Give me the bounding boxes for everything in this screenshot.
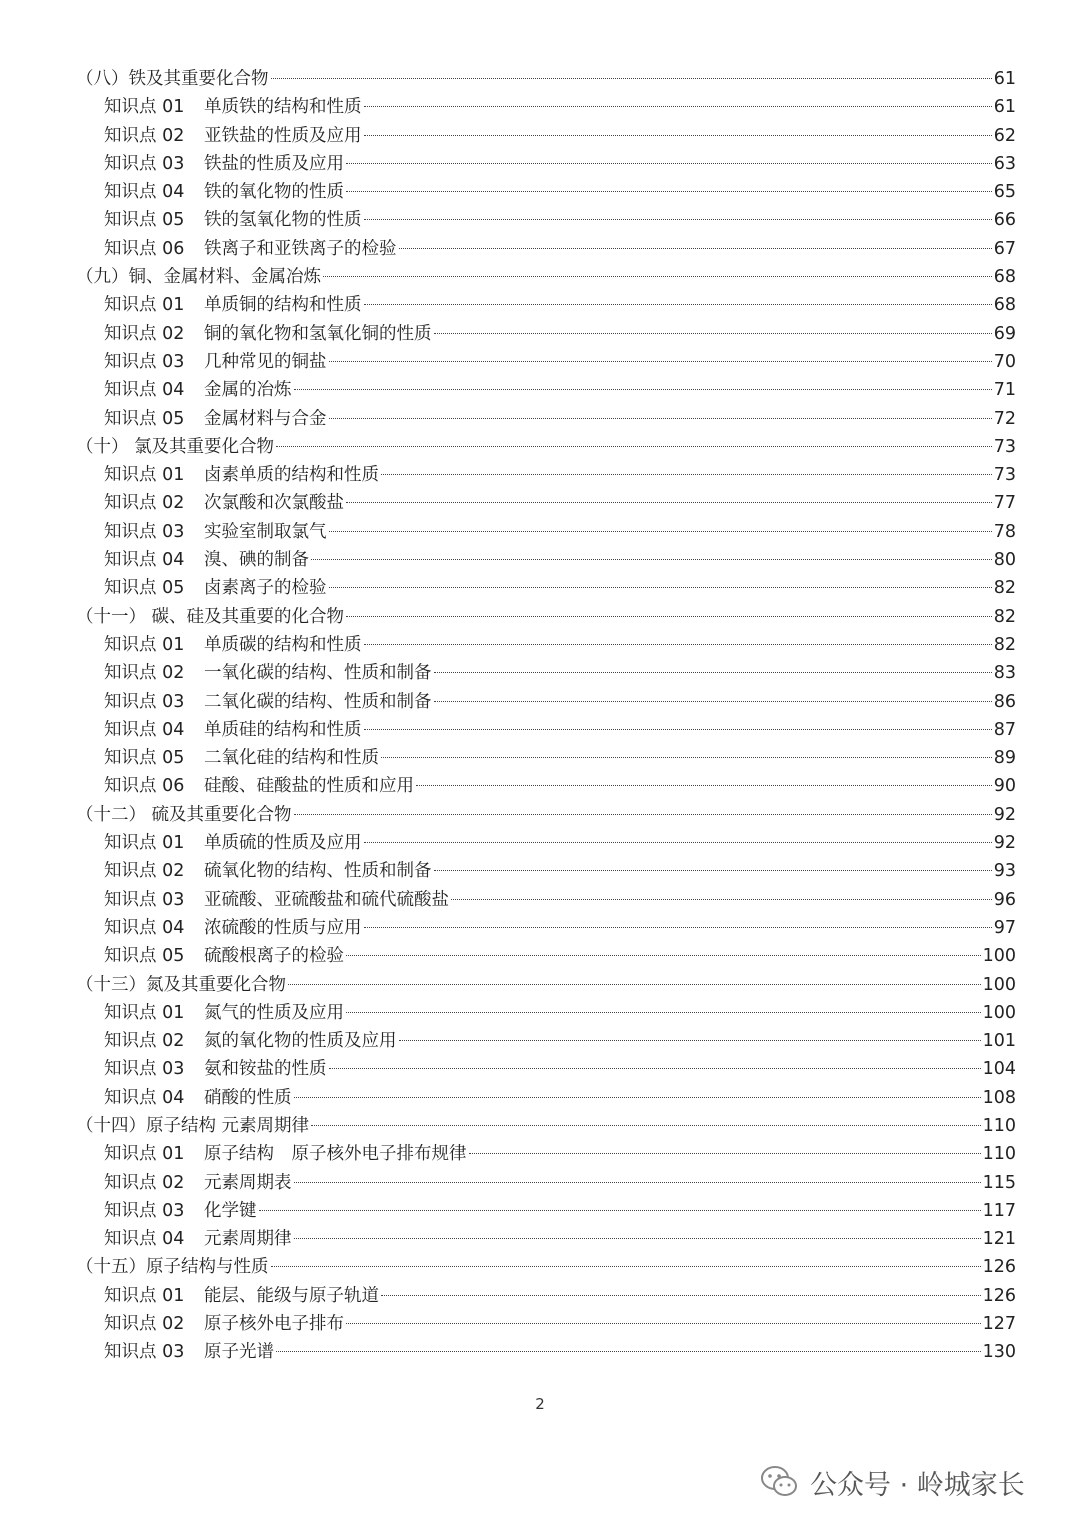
toc-item-label: 知识点 04 (104, 1087, 185, 1108)
toc-item-label: 知识点 05 (104, 408, 185, 429)
dot-leader (364, 842, 992, 843)
dot-leader (329, 1068, 981, 1069)
toc-page-number: 104 (982, 1059, 1016, 1080)
dot-leader (276, 446, 992, 447)
toc-item-title: 能层、能级与原子轨道 (204, 1285, 379, 1306)
toc-page-number: 89 (993, 748, 1016, 769)
dot-leader (364, 927, 992, 928)
toc-item-title: 溴、碘的制备 (204, 550, 309, 571)
dot-leader (364, 135, 992, 136)
toc-item-label: 知识点 05 (104, 210, 185, 231)
dot-leader (381, 474, 992, 475)
toc-item-title: 铁的氢氧化物的性质 (204, 210, 362, 231)
dot-leader (381, 1295, 981, 1296)
toc-item-label: 知识点 02 (104, 1031, 185, 1052)
toc-item-row (76, 1310, 1016, 1338)
toc-chapter-row (76, 603, 1016, 631)
dot-leader (364, 219, 992, 220)
toc-item-label: 知识点 04 (104, 1229, 185, 1250)
toc-page-number: 126 (982, 1257, 1016, 1278)
toc-item-label: 知识点 04 (104, 917, 185, 938)
dot-leader (469, 1153, 981, 1154)
toc-page-number: 65 (993, 182, 1016, 203)
toc-page-number: 82 (993, 606, 1016, 627)
toc-item-label: 知识点 03 (104, 889, 185, 910)
toc-page-number: 100 (982, 1002, 1016, 1023)
toc-item-label: 知识点 03 (104, 1342, 185, 1363)
toc-item-title: 硫酸根离子的检验 (204, 946, 344, 967)
toc-item-row (76, 688, 1016, 716)
dot-leader (311, 1125, 981, 1126)
toc-item-label: 知识点 03 (104, 1059, 185, 1080)
toc-item-row (76, 659, 1016, 687)
toc-page-number: 68 (993, 267, 1016, 288)
dot-leader (346, 1012, 981, 1013)
dot-leader (271, 1266, 981, 1267)
toc-chapter-title: （十） 氯及其重要化合物 (76, 436, 275, 457)
toc-item-title: 亚铁盐的性质及应用 (204, 125, 362, 146)
toc-item-title: 原子核外电子排布 (204, 1314, 344, 1335)
toc-item-label: 知识点 05 (104, 946, 185, 967)
toc-page-number: 61 (993, 69, 1016, 89)
toc-item-row (76, 518, 1016, 546)
toc-page-number: 83 (993, 663, 1016, 684)
table-of-contents (76, 65, 1016, 1367)
toc-item-label: 知识点 04 (104, 719, 185, 740)
wechat-icon (760, 1465, 798, 1499)
toc-item-label: 知识点 03 (104, 153, 185, 174)
toc-item-row (76, 235, 1016, 263)
toc-chapter-row (76, 1253, 1016, 1281)
toc-item-row (76, 1282, 1016, 1310)
toc-item-title: 次氯酸和次氯酸盐 (204, 493, 344, 514)
toc-item-title: 氮的氧化物的性质及应用 (204, 1031, 397, 1052)
dot-leader (434, 333, 992, 334)
toc-item-title: 几种常见的铜盐 (204, 351, 327, 372)
toc-item-label: 知识点 05 (104, 578, 185, 599)
toc-item-row (76, 942, 1016, 970)
toc-page-number: 93 (993, 861, 1016, 882)
toc-page-number: 110 (982, 1115, 1016, 1136)
page-number: 2 (535, 1395, 545, 1413)
toc-item-label: 知识点 04 (104, 380, 185, 401)
toc-chapter-title: （九）铜、金属材料、金属冶炼 (76, 267, 321, 288)
toc-chapter-title: （十一） 碳、硅及其重要的化合物 (76, 606, 345, 627)
toc-item-label: 知识点 03 (104, 691, 185, 712)
toc-item-row (76, 348, 1016, 376)
toc-item-row (76, 320, 1016, 348)
toc-item-label: 知识点 03 (104, 521, 185, 542)
dot-leader (259, 1210, 981, 1211)
toc-item-row (76, 546, 1016, 574)
toc-item-row (76, 1338, 1016, 1366)
toc-item-label: 知识点 02 (104, 1314, 185, 1335)
toc-item-label: 知识点 01 (104, 295, 185, 316)
footer-text: 公众号 · 岭城家长 (810, 1469, 1025, 1501)
toc-item-title: 元素周期表 (204, 1172, 292, 1193)
toc-item-title: 氨和铵盐的性质 (204, 1059, 327, 1080)
toc-item-label: 知识点 03 (104, 1200, 185, 1221)
toc-page-number: 69 (993, 323, 1016, 344)
toc-page-number: 62 (993, 125, 1016, 146)
toc-chapter-title: （十五）原子结构与性质 (76, 1257, 269, 1278)
toc-item-label: 知识点 02 (104, 663, 185, 684)
dot-leader (346, 502, 992, 503)
toc-item-row (76, 1225, 1016, 1253)
toc-item-label: 知识点 06 (104, 238, 185, 259)
toc-item-row (76, 857, 1016, 885)
toc-item-row (76, 1169, 1016, 1197)
dot-leader (294, 1238, 981, 1239)
toc-page-number: 96 (993, 889, 1016, 910)
toc-item-title: 实验室制取氯气 (204, 521, 327, 542)
toc-item-row (76, 1084, 1016, 1112)
toc-page-number: 86 (993, 691, 1016, 712)
toc-item-title: 硝酸的性质 (204, 1087, 292, 1108)
toc-chapter-row (76, 433, 1016, 461)
toc-page-number: 100 (982, 974, 1016, 995)
toc-item-row (76, 461, 1016, 489)
toc-item-row (76, 772, 1016, 800)
toc-item-title: 二氧化碳的结构、性质和制备 (204, 691, 432, 712)
toc-item-row (76, 914, 1016, 942)
toc-item-label: 知识点 01 (104, 1285, 185, 1306)
toc-item-label: 知识点 04 (104, 550, 185, 571)
toc-item-row (76, 93, 1016, 121)
toc-item-label: 知识点 01 (104, 833, 185, 854)
toc-item-title: 金属的冶炼 (204, 380, 292, 401)
toc-page-number: 70 (993, 351, 1016, 372)
dot-leader (294, 814, 992, 815)
toc-page-number: 78 (993, 521, 1016, 542)
toc-item-row (76, 376, 1016, 404)
toc-item-row (76, 1055, 1016, 1083)
dot-leader (329, 587, 992, 588)
toc-item-title: 化学键 (204, 1200, 257, 1221)
toc-item-title: 原子结构 原子核外电子排布规律 (204, 1144, 467, 1165)
dot-leader (434, 672, 992, 673)
toc-page-number: 92 (993, 833, 1016, 854)
toc-page-number: 108 (982, 1087, 1016, 1108)
dot-leader (434, 870, 992, 871)
toc-page-number: 100 (982, 946, 1016, 967)
toc-page-number: 82 (993, 578, 1016, 599)
dot-leader (271, 78, 992, 79)
toc-item-row (76, 1140, 1016, 1168)
toc-item-title: 单质碳的结构和性质 (204, 634, 362, 655)
toc-page-number: 115 (982, 1172, 1016, 1193)
toc-item-label: 知识点 01 (104, 1002, 185, 1023)
toc-item-row (76, 1027, 1016, 1055)
toc-item-label: 知识点 03 (104, 351, 185, 372)
toc-page-number: 77 (993, 493, 1016, 514)
toc-item-row (76, 489, 1016, 517)
dot-leader (451, 899, 992, 900)
toc-item-title: 单质硅的结构和性质 (204, 719, 362, 740)
dot-leader (416, 785, 992, 786)
toc-item-title: 元素周期律 (204, 1229, 292, 1250)
dot-leader (346, 191, 992, 192)
toc-item-title: 亚硫酸、亚硫酸盐和硫代硫酸盐 (204, 889, 449, 910)
toc-item-title: 硫氧化物的结构、性质和制备 (204, 861, 432, 882)
toc-item-label: 知识点 01 (104, 634, 185, 655)
toc-item-label: 知识点 02 (104, 125, 185, 146)
toc-page-number: 127 (982, 1314, 1016, 1335)
toc-item-label: 知识点 02 (104, 493, 185, 514)
toc-page-number: 92 (993, 804, 1016, 825)
dot-leader (294, 1182, 981, 1183)
toc-chapter-title: （十三）氮及其重要化合物 (76, 974, 286, 995)
dot-leader (364, 304, 992, 305)
toc-page-number: 90 (993, 776, 1016, 797)
dot-leader (329, 418, 992, 419)
toc-item-title: 原子光谱 (204, 1342, 274, 1363)
toc-item-title: 氮气的性质及应用 (204, 1002, 344, 1023)
toc-item-label: 知识点 02 (104, 323, 185, 344)
toc-item-title: 卤素单质的结构和性质 (204, 465, 379, 486)
toc-page-number: 72 (993, 408, 1016, 429)
toc-page-number: 73 (993, 465, 1016, 486)
dot-leader (346, 1323, 981, 1324)
toc-item-row (76, 206, 1016, 234)
toc-item-row (76, 178, 1016, 206)
dot-leader (329, 361, 992, 362)
dot-leader (288, 984, 981, 985)
toc-page-number: 80 (993, 550, 1016, 571)
toc-page-number: 67 (993, 238, 1016, 259)
toc-item-title: 铁的氧化物的性质 (204, 182, 344, 203)
toc-page-number: 68 (993, 295, 1016, 316)
toc-item-title: 二氧化硅的结构和性质 (204, 748, 379, 769)
dot-leader (346, 955, 981, 956)
toc-item-row (76, 291, 1016, 319)
watermark-footer (760, 1462, 1025, 1502)
toc-chapter-row (76, 263, 1016, 291)
toc-page-number: 82 (993, 634, 1016, 655)
toc-item-title: 卤素离子的检验 (204, 578, 327, 599)
toc-chapter-row (76, 801, 1016, 829)
toc-page-number: 130 (982, 1342, 1016, 1363)
toc-item-label: 知识点 01 (104, 97, 185, 118)
toc-page-number: 101 (982, 1031, 1016, 1052)
toc-item-row (76, 1197, 1016, 1225)
toc-page-number: 71 (993, 380, 1016, 401)
toc-page-number: 61 (993, 97, 1016, 118)
toc-item-label: 知识点 01 (104, 1144, 185, 1165)
dot-leader (364, 644, 992, 645)
dot-leader (399, 248, 992, 249)
toc-item-label: 知识点 04 (104, 182, 185, 203)
dot-leader (294, 389, 992, 390)
toc-item-row (76, 574, 1016, 602)
toc-item-row (76, 405, 1016, 433)
toc-item-title: 单质铜的结构和性质 (204, 295, 362, 316)
toc-item-row (76, 122, 1016, 150)
dot-leader (276, 1351, 981, 1352)
dot-leader (381, 757, 992, 758)
toc-item-row (76, 716, 1016, 744)
toc-page-number: 117 (982, 1200, 1016, 1221)
toc-item-label: 知识点 02 (104, 861, 185, 882)
toc-page-number: 73 (993, 436, 1016, 457)
dot-leader (364, 106, 992, 107)
toc-item-title: 硅酸、硅酸盐的性质和应用 (204, 776, 414, 797)
toc-item-row (76, 829, 1016, 857)
toc-page-number: 97 (993, 917, 1016, 938)
toc-page-number: 66 (993, 210, 1016, 231)
toc-item-title: 单质铁的结构和性质 (204, 97, 362, 118)
toc-page-number: 126 (982, 1285, 1016, 1306)
toc-item-title: 浓硫酸的性质与应用 (204, 917, 362, 938)
toc-item-label: 知识点 02 (104, 1172, 185, 1193)
toc-item-title: 铁离子和亚铁离子的检验 (204, 238, 397, 259)
dot-leader (364, 729, 992, 730)
dot-leader (434, 701, 992, 702)
dot-leader (323, 276, 992, 277)
dot-leader (294, 1097, 981, 1098)
toc-page-number: 121 (982, 1229, 1016, 1250)
toc-page-number: 63 (993, 153, 1016, 174)
toc-item-title: 铜的氧化物和氢氧化铜的性质 (204, 323, 432, 344)
toc-item-row (76, 886, 1016, 914)
toc-chapter-title: （十四）原子结构 元素周期律 (76, 1115, 310, 1136)
toc-item-row (76, 150, 1016, 178)
toc-chapter-row (76, 1112, 1016, 1140)
toc-item-label: 知识点 05 (104, 748, 185, 769)
dot-leader (329, 531, 992, 532)
toc-item-title: 金属材料与合金 (204, 408, 327, 429)
toc-chapter-title: （十二） 硫及其重要化合物 (76, 804, 292, 825)
dot-leader (346, 616, 992, 617)
dot-leader (399, 1040, 981, 1041)
toc-page-number: 87 (993, 719, 1016, 740)
toc-chapter-row (76, 65, 1016, 93)
dot-leader (311, 559, 992, 560)
toc-item-row (76, 631, 1016, 659)
toc-chapter-title: （八）铁及其重要化合物 (76, 69, 269, 89)
toc-item-title: 一氧化碳的结构、性质和制备 (204, 663, 432, 684)
toc-item-label: 知识点 01 (104, 465, 185, 486)
toc-item-row (76, 999, 1016, 1027)
toc-item-row (76, 744, 1016, 772)
toc-chapter-row (76, 971, 1016, 999)
dot-leader (346, 163, 992, 164)
toc-item-title: 铁盐的性质及应用 (204, 153, 344, 174)
toc-item-title: 单质硫的性质及应用 (204, 833, 362, 854)
toc-page-number: 110 (982, 1144, 1016, 1165)
toc-item-label: 知识点 06 (104, 776, 185, 797)
